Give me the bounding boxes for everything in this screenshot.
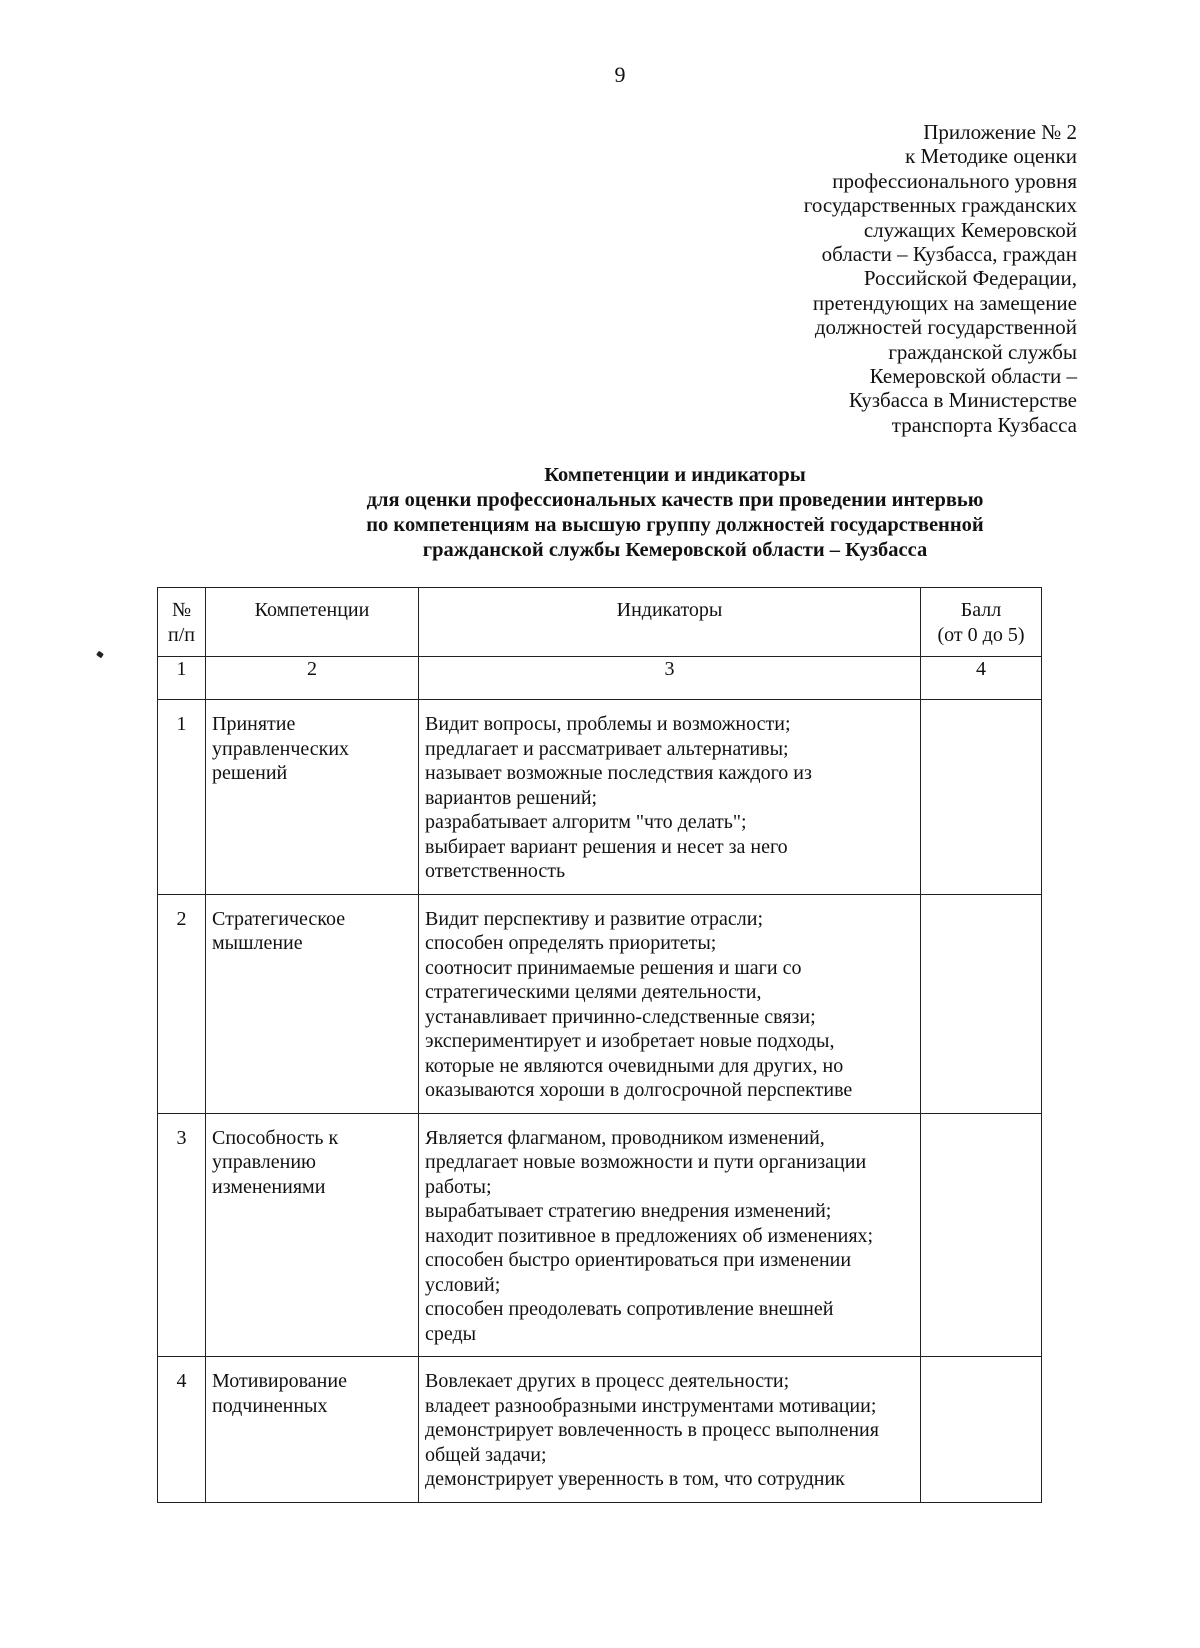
row-number: 4 <box>158 1357 206 1503</box>
document-title <box>0 463 1200 563</box>
header-indicators: Индикаторы <box>419 588 921 657</box>
page-number: 9 <box>614 62 626 87</box>
appendix-line: транспорта Кузбасса <box>891 412 1077 437</box>
score-cell[interactable] <box>921 1357 1042 1503</box>
appendix-line: Кузбасса в Министерстве <box>848 388 1077 413</box>
indicators-cell: Является флагманом, проводником изменений, предлагает новые возможности и пути организации работы; вырабатывает стратегию внедрения изменений; находит позитивное в предложениях об изменениях; способен быстро ориентироваться при изменении условий; способен преодолевать сопротивление внешней среды <box>419 1113 921 1357</box>
competence-cell: Принятие управленческих решений <box>206 700 419 895</box>
row-number: 2 <box>158 894 206 1113</box>
table-row <box>158 700 1042 895</box>
appendix-line: претендующих на замещение <box>812 290 1077 315</box>
header-score-line: Балл <box>960 599 1002 621</box>
competence-cell: Способность к управлению изменениями <box>206 1113 419 1357</box>
table-row <box>158 1113 1042 1357</box>
header-num-line: п/п <box>168 623 195 646</box>
header-num <box>158 588 206 657</box>
appendix-line: государственных гражданских <box>803 193 1077 218</box>
table-header-row <box>158 588 1042 657</box>
title-line: по компетенциям на высшую группу должностей государственной <box>366 514 984 536</box>
column-number: 3 <box>419 657 921 700</box>
title-line: Компетенции и индикаторы <box>544 464 806 486</box>
indicators-cell: Видит перспективу и развитие отрасли; способен определять приоритеты; соотносит принимаемые решения и шаги со стратегическими целями деятельности, устанавливает причинно-следственные связи; экспериментирует и изобретает новые подходы, которые не являются очевидными для других, но оказываются хороши в долгосрочной перспективе <box>419 894 921 1113</box>
appendix-line: должностей государственной <box>814 315 1077 340</box>
scan-speck <box>96 651 104 659</box>
score-cell[interactable] <box>921 1113 1042 1357</box>
row-number: 3 <box>158 1113 206 1357</box>
score-cell[interactable] <box>921 894 1042 1113</box>
column-number: 2 <box>206 657 419 700</box>
header-score <box>921 588 1042 657</box>
competencies-table <box>157 587 1042 1503</box>
score-cell[interactable] <box>921 700 1042 895</box>
column-number: 4 <box>921 657 1042 700</box>
table-row <box>158 894 1042 1113</box>
appendix-line: области – Кузбасса, граждан <box>821 242 1077 267</box>
appendix-header <box>657 120 1077 437</box>
title-line: для оценки профессиональных качеств при проведении интервью <box>366 489 984 511</box>
header-score-line: (от 0 до 5) <box>937 623 1025 646</box>
appendix-line: Российской Федерации, <box>863 266 1077 291</box>
title-line: гражданской службы Кемеровской области – Кузбасса <box>422 539 928 561</box>
header-competence: Компетенции <box>206 588 419 657</box>
column-number: 1 <box>158 657 206 700</box>
appendix-line: гражданской службы <box>888 339 1077 364</box>
table-row <box>158 1357 1042 1503</box>
appendix-line: профессионального уровня <box>832 168 1077 193</box>
indicators-cell: Видит вопросы, проблемы и возможности; предлагает и рассматривает альтернативы; называет возможные последствия каждого из вариантов решений; разрабатывает алгоритм "что делать"; выбирает вариант решения и несет за него ответственность <box>419 700 921 895</box>
appendix-line: Приложение № 2 <box>923 120 1077 144</box>
column-numbers-row <box>158 657 1042 700</box>
indicators-cell: Вовлекает других в процесс деятельности; владеет разнообразными инструментами мотивации; демонстрирует вовлеченность в процесс выполнения общей задачи; демонстрирует уверенность в том, что сотрудник <box>419 1357 921 1503</box>
appendix-line: Кемеровской области – <box>869 364 1077 389</box>
header-num-line: № <box>171 599 192 621</box>
appendix-line: к Методике оценки <box>905 144 1077 169</box>
competence-cell: Стратегическое мышление <box>206 894 419 1113</box>
competence-cell: Мотивирование подчиненных <box>206 1357 419 1503</box>
appendix-line: служащих Кемеровской <box>863 217 1077 242</box>
row-number: 1 <box>158 700 206 895</box>
